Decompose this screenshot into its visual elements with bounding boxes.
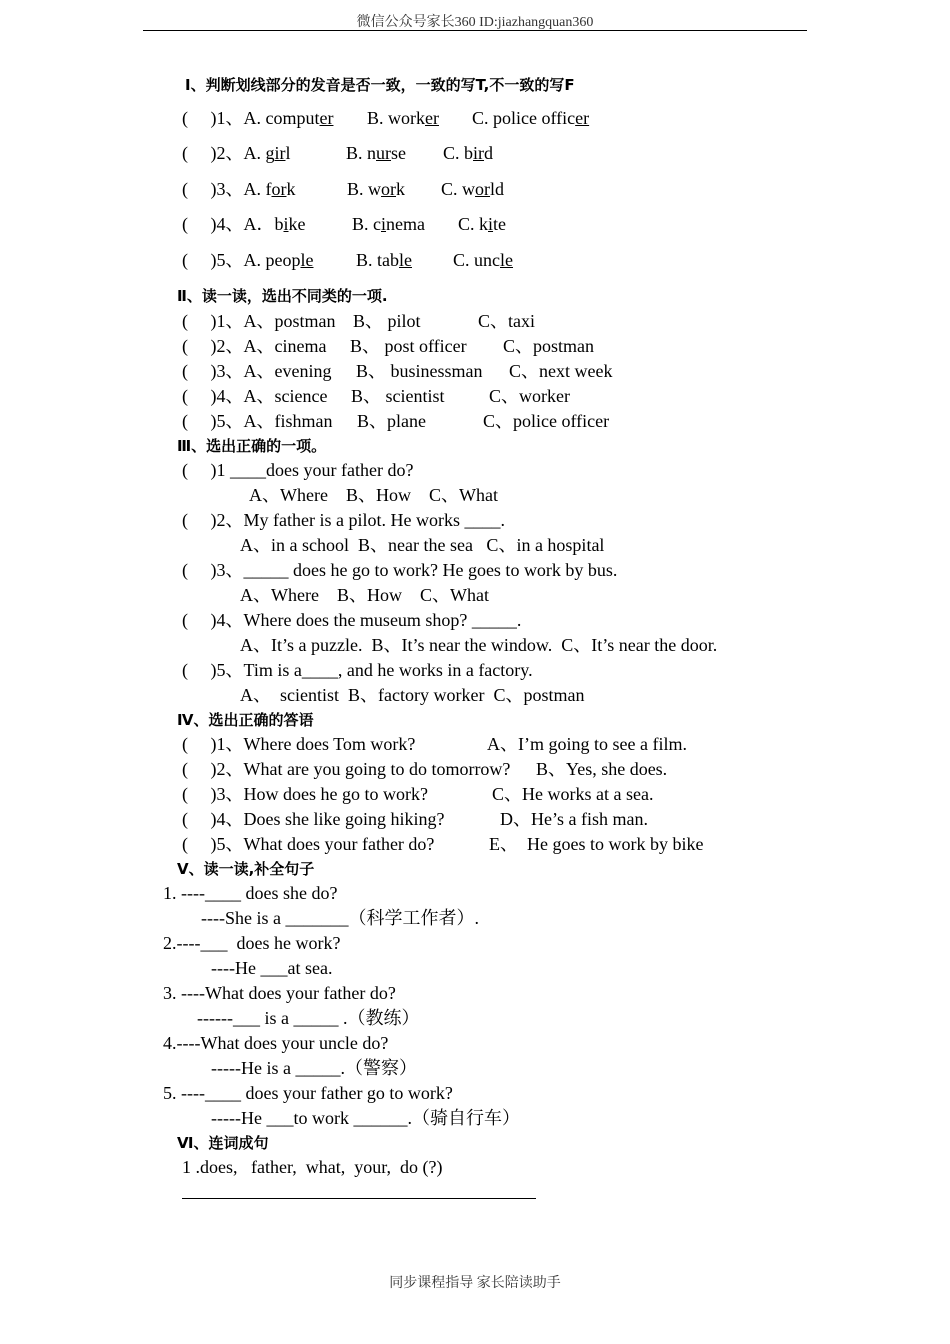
section2-q4-a: ( )4、A、science xyxy=(182,386,328,406)
section4-answer-a: A、I’m going to see a film. xyxy=(487,734,687,754)
section5-q2-question: 2.----___ does he work? xyxy=(163,933,341,953)
section4-answer-d: D、He’s a fish man. xyxy=(500,809,648,829)
section5-q3-question: 3. ----What does your father do? xyxy=(163,983,396,1003)
section2-q1-b: B、 pilot xyxy=(353,311,421,331)
section4-q5: ( )5、What does your father do? xyxy=(182,834,435,854)
section5-q1-answer: ----She is a _______（科学工作者）. xyxy=(201,908,479,928)
section2-q2-c: C、postman xyxy=(503,336,595,356)
section5-q4-answer: -----He is a _____.（警察） xyxy=(211,1058,417,1078)
section2-q3-c: C、next week xyxy=(509,361,613,381)
section3-q5-stem: ( )5、Tim is a____, and he works in a factory. xyxy=(182,660,533,680)
section6-q1: 1 .does, father, what, your, do (?) xyxy=(182,1157,443,1177)
section5-q4-question: 4.----What does your uncle do? xyxy=(163,1033,389,1053)
section1-q2-c: C. bird xyxy=(443,143,494,163)
answer-line xyxy=(182,1198,536,1199)
section2-q5-b: B、plane xyxy=(357,411,426,431)
section5-heading: Ⅴ、读一读,补全句子 xyxy=(177,860,315,878)
section1-q4: ( )4、A．bike xyxy=(182,214,306,234)
section2-q5-c: C、police officer xyxy=(483,411,610,431)
section4-heading: Ⅳ、选出正确的答语 xyxy=(177,711,314,729)
section5-q1-question: 1. ----____ does she do? xyxy=(163,883,338,903)
page-header: 微信公众号家长360 ID:jiazhangquan360 xyxy=(356,15,594,30)
section3-q3-options: A、Where B、How C、What xyxy=(240,585,489,605)
section3-q2-stem: ( )2、My father is a pilot. He works ____. xyxy=(182,510,505,530)
section3-q1-options: A、Where B、How C、What xyxy=(249,485,498,505)
section1-q1-c: C. police officer xyxy=(472,108,590,128)
section2-q1-c: C、taxi xyxy=(478,311,535,331)
section1-q2: ( )2、A. girl xyxy=(182,143,291,163)
section3-q1-stem: ( )1 ____does your father do? xyxy=(182,460,414,480)
section2-q2-a: ( )2、A、cinema xyxy=(182,336,327,356)
section1-q4-b: B. cinema xyxy=(352,214,425,234)
section3-q4-options: A、It’s a puzzle. B、It’s near the window. C、It’s near the door. xyxy=(240,635,718,655)
section5-q5-question: 5. ----____ does your father go to work? xyxy=(163,1083,453,1103)
section4-answer-b: B、Yes, she does. xyxy=(536,759,668,779)
section1-q1: ( )1、A. computer xyxy=(182,108,334,128)
section2-q1-a: ( )1、A、postman xyxy=(182,311,336,331)
section2-q4-b: B、 scientist xyxy=(351,386,445,406)
header-rule xyxy=(143,30,807,31)
section1-q4-c: C. kite xyxy=(458,214,507,234)
section4-q1: ( )1、Where does Tom work? xyxy=(182,734,416,754)
section3-heading: Ⅲ、选出正确的一项。 xyxy=(177,437,327,455)
section3-q4-stem: ( )4、Where does the museum shop? _____. xyxy=(182,610,522,630)
section6-heading: Ⅵ、连词成句 xyxy=(177,1134,269,1152)
section2-q2-b: B、 post officer xyxy=(350,336,467,356)
section1-q3: ( )3、A. fork xyxy=(182,179,296,199)
section4-answer-c: C、He works at a sea. xyxy=(492,784,654,804)
section2-q4-c: C、worker xyxy=(489,386,570,406)
section2-q3-a: ( )3、A、evening xyxy=(182,361,332,381)
section1-q1-b: B. worker xyxy=(367,108,439,128)
section5-q2-answer: ----He ___at sea. xyxy=(211,958,333,978)
section3-q5-options: A、 scientist B、factory worker C、postman xyxy=(240,685,585,705)
section4-q4: ( )4、Does she like going hiking? xyxy=(182,809,445,829)
section2-heading: Ⅱ、读一读，选出不同类的一项. xyxy=(177,287,388,305)
section5-q3-answer: ------___ is a _____ .（教练） xyxy=(197,1008,420,1028)
section1-q5-b: B. table xyxy=(356,250,412,270)
section1-q3-c: C. world xyxy=(441,179,505,199)
section1-heading: Ⅰ、判断划线部分的发音是否一致，一致的写T,不一致的写F xyxy=(185,76,575,94)
section2-q3-b: B、 businessman xyxy=(356,361,483,381)
section2-q5-a: ( )5、A、fishman xyxy=(182,411,333,431)
section1-q5: ( )5、A. people xyxy=(182,250,314,270)
section5-q5-answer: -----He ___to work ______.（骑自行车） xyxy=(211,1108,520,1128)
section1-q2-b: B. nurse xyxy=(346,143,407,163)
page-footer: 同步课程指导 家长陪读助手 xyxy=(389,1276,561,1291)
section1-q3-b: B. work xyxy=(347,179,406,199)
section3-q3-stem: ( )3、_____ does he go to work? He goes to work by bus. xyxy=(182,560,618,580)
section3-q2-options: A、in a school B、near the sea C、in a hospital xyxy=(240,535,605,555)
section4-answer-e: E、 He goes to work by bike xyxy=(489,834,704,854)
section4-q2: ( )2、What are you going to do tomorrow? xyxy=(182,759,511,779)
section1-q5-c: C. uncle xyxy=(453,250,513,270)
section4-q3: ( )3、How does he go to work? xyxy=(182,784,428,804)
